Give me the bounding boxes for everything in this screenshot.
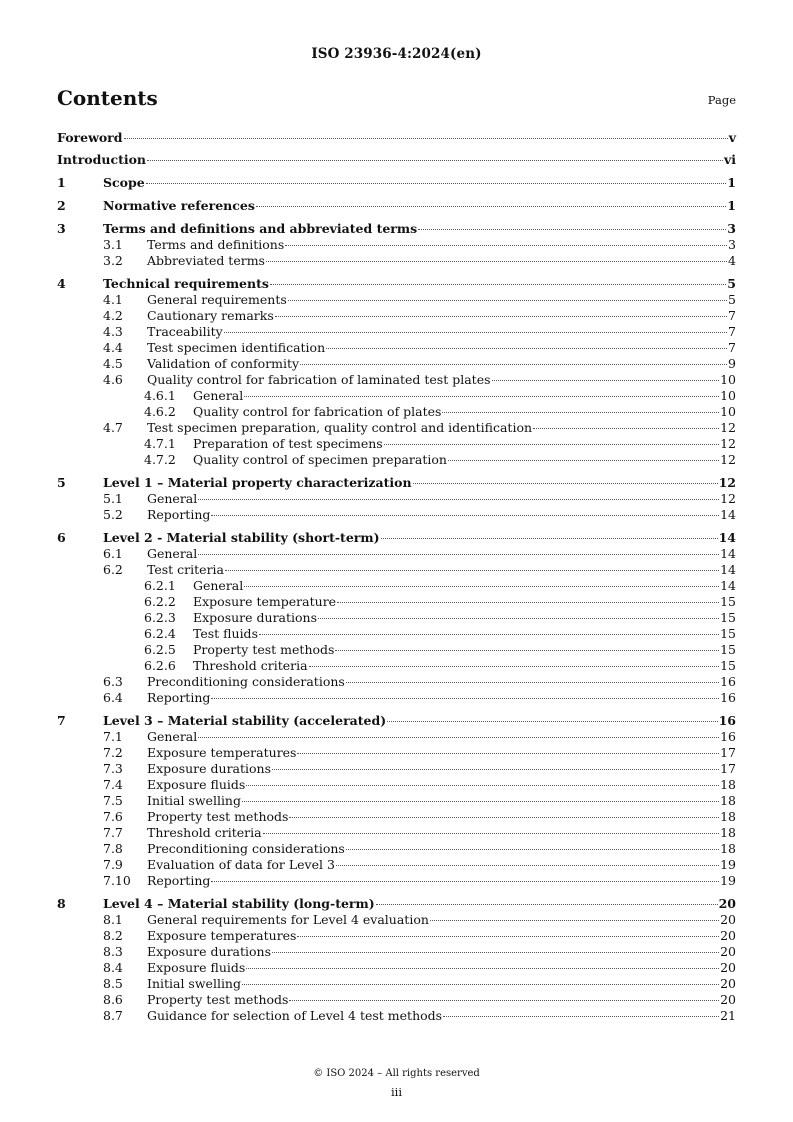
toc-entry-page: 1: [727, 175, 736, 191]
toc-entry-page: 12: [720, 420, 736, 436]
toc-entry-page: 16: [720, 729, 736, 745]
toc-entry-title: Test criteria: [147, 562, 224, 578]
dot-leader: [211, 881, 719, 882]
toc-entry[interactable]: [57, 674, 736, 690]
toc-entry-title: Exposure temperature: [193, 594, 337, 610]
toc-entry-page: 20: [720, 928, 736, 944]
dot-leader: [346, 849, 719, 850]
toc-entry-number: 4.3: [103, 324, 123, 340]
dot-leader: [198, 554, 719, 555]
toc-entry-page: 21: [720, 1008, 736, 1024]
toc-entry[interactable]: [57, 912, 736, 928]
toc-entry[interactable]: [57, 690, 736, 706]
toc-entry-title: Level 3 – Material stability (accelerated): [103, 713, 387, 729]
page-column-label: Page: [707, 93, 736, 107]
toc-entry[interactable]: [57, 388, 736, 404]
toc-entry[interactable]: [57, 152, 736, 168]
dot-leader: [272, 769, 719, 770]
toc-entry-page: 12: [720, 436, 736, 452]
toc-entry-title: Reporting: [147, 690, 211, 706]
toc-entry[interactable]: [57, 546, 736, 562]
toc-entry-page: 15: [720, 642, 736, 658]
toc-entry[interactable]: [57, 372, 736, 388]
toc-entry-page: 9: [728, 356, 736, 372]
toc-entry-title: Preparation of test specimens: [193, 436, 383, 452]
toc-entry-number: 4.6.1: [144, 388, 176, 404]
toc-entry[interactable]: [57, 491, 736, 507]
toc-entry-title: Level 4 – Material stability (long-term): [103, 896, 375, 912]
toc-entry[interactable]: [57, 198, 736, 214]
toc-entry-number: 6.3: [103, 674, 123, 690]
toc-entry-number: 7.2: [103, 745, 123, 761]
toc-entry-page: 14: [720, 546, 736, 562]
toc-entry-page: 14: [720, 578, 736, 594]
toc-entry-number: 5.1: [103, 491, 123, 507]
toc-entry-page: 17: [720, 761, 736, 777]
toc-entry-number: 4.4: [103, 340, 123, 356]
toc-entry-page: 3: [727, 221, 736, 237]
toc-entry-page: 10: [720, 404, 736, 420]
toc-entry-number: 7: [57, 713, 66, 729]
toc-entry[interactable]: [57, 976, 736, 992]
page-number: iii: [390, 1085, 403, 1099]
toc-entry-page: 18: [720, 777, 736, 793]
toc-entry[interactable]: [57, 562, 736, 578]
toc-entry-title: Test specimen preparation, quality control and identification: [147, 420, 533, 436]
dot-leader: [263, 833, 720, 834]
toc-entry-title: General requirements: [147, 292, 287, 308]
toc-entry-page: 5: [728, 292, 736, 308]
dot-leader: [198, 499, 719, 500]
toc-entry-page: 15: [720, 626, 736, 642]
toc-entry[interactable]: [57, 175, 736, 191]
toc-entry[interactable]: [57, 896, 736, 912]
toc-entry-page: vi: [723, 152, 736, 168]
toc-entry[interactable]: [57, 253, 736, 269]
toc-entry-title: Quality control for fabrication of plates: [193, 404, 442, 420]
toc-entry-title: Scope: [103, 175, 145, 191]
toc-entry-title: Validation of conformity: [147, 356, 300, 372]
toc-entry-number: 7.8: [103, 841, 123, 857]
toc-entry-title: Exposure durations: [193, 610, 318, 626]
dot-leader: [198, 737, 719, 738]
toc-entry-title: Test specimen identification: [147, 340, 326, 356]
toc-entry[interactable]: [57, 221, 736, 237]
toc-entry-title: Exposure fluids: [147, 960, 246, 976]
toc-entry-title: Traceability: [147, 324, 223, 340]
dot-leader: [381, 538, 718, 539]
toc-entry-number: 7.5: [103, 793, 123, 809]
toc-entry-title: Foreword: [57, 130, 123, 145]
toc-entry[interactable]: [57, 237, 736, 253]
toc-entry-number: 5.2: [103, 507, 123, 523]
toc-entry-title: Initial swelling: [147, 976, 241, 992]
toc-entry[interactable]: [57, 841, 736, 857]
toc-entry-number: 4.1: [103, 292, 123, 308]
toc-entry[interactable]: [57, 944, 736, 960]
toc-entry[interactable]: [57, 626, 736, 642]
toc-entry[interactable]: [57, 928, 736, 944]
dot-leader: [289, 1000, 719, 1001]
toc-entry[interactable]: [57, 713, 736, 729]
toc-entry-number: 6.2.5: [144, 642, 176, 658]
toc-entry-number: 4.7.1: [144, 436, 176, 452]
dot-leader: [337, 602, 719, 603]
dot-leader: [288, 300, 727, 301]
toc-entry-number: 8.3: [103, 944, 123, 960]
toc-entry[interactable]: [57, 420, 736, 436]
toc-entry[interactable]: [57, 992, 736, 1008]
copyright-footer: © ISO 2024 – All rights reserved: [313, 1068, 480, 1079]
dot-leader: [124, 138, 728, 139]
toc-entry-title: Abbreviated terms: [147, 253, 265, 269]
toc-entry-title: Property test methods: [147, 992, 289, 1008]
toc-entry-number: 4.6: [103, 372, 123, 388]
toc-entry-page: 17: [720, 745, 736, 761]
document-id-header: ISO 23936-4:2024(en): [311, 46, 482, 62]
toc-entry-title: Exposure temperatures: [147, 745, 297, 761]
toc-entry[interactable]: [57, 642, 736, 658]
toc-entry-title: Terms and definitions: [147, 237, 285, 253]
toc-entry-page: 20: [720, 944, 736, 960]
dot-leader: [270, 284, 726, 285]
toc-entry-number: 3.2: [103, 253, 123, 269]
toc-entry-title: General: [193, 388, 244, 404]
toc-entry-page: 20: [720, 976, 736, 992]
toc-entry-page: 12: [720, 452, 736, 468]
toc-entry[interactable]: [57, 308, 736, 324]
toc-entry-page: 16: [720, 674, 736, 690]
dot-leader: [533, 428, 719, 429]
dot-leader: [300, 364, 727, 365]
toc-entry-page: v: [728, 130, 736, 145]
toc-entry-page: 20: [720, 912, 736, 928]
dot-leader: [418, 229, 726, 230]
toc-entry-page: 16: [720, 690, 736, 706]
toc-entry-number: 7.10: [103, 873, 131, 889]
toc-entry-number: 6.2.2: [144, 594, 176, 610]
toc-entry[interactable]: [57, 745, 736, 761]
toc-entry-page: 18: [720, 841, 736, 857]
dot-leader: [244, 586, 719, 587]
dot-leader: [242, 984, 719, 985]
toc-entry-title: Level 1 – Material property characterization: [103, 475, 412, 491]
toc-entry-page: 7: [728, 324, 736, 340]
toc-entry-number: 3.1: [103, 237, 123, 253]
toc-entry-page: 12: [720, 491, 736, 507]
toc-entry[interactable]: [57, 960, 736, 976]
table-of-contents: [57, 130, 736, 1024]
dot-leader: [326, 348, 727, 349]
dot-leader: [384, 444, 719, 445]
toc-entry-number: 7.4: [103, 777, 123, 793]
toc-entry-page: 19: [720, 857, 736, 873]
toc-entry-page: 14: [718, 530, 736, 546]
toc-entry-page: 20: [718, 896, 736, 912]
toc-entry-title: Reporting: [147, 507, 211, 523]
toc-entry-title: Property test methods: [147, 809, 289, 825]
dot-leader: [413, 483, 718, 484]
toc-entry-title: Quality control of specimen preparation: [193, 452, 447, 468]
toc-entry-number: 7.7: [103, 825, 123, 841]
dot-leader: [246, 968, 719, 969]
toc-entry-number: 8.5: [103, 976, 123, 992]
toc-entry[interactable]: [57, 594, 736, 610]
dot-leader: [256, 206, 726, 207]
toc-entry-page: 20: [720, 960, 736, 976]
toc-entry-title: Normative references: [103, 198, 255, 214]
toc-entry-page: 14: [720, 562, 736, 578]
toc-entry-page: 5: [727, 276, 736, 292]
toc-entry-number: 8.6: [103, 992, 123, 1008]
toc-entry-number: 8.1: [103, 912, 123, 928]
toc-entry[interactable]: [57, 873, 736, 889]
toc-entry-title: General: [147, 729, 198, 745]
toc-entry-number: 8.7: [103, 1008, 123, 1024]
toc-entry-title: Level 2 - Material stability (short-term): [103, 530, 380, 546]
toc-entry-page: 7: [728, 308, 736, 324]
toc-entry-title: General requirements for Level 4 evaluation: [147, 912, 429, 928]
toc-entry-page: 10: [720, 372, 736, 388]
dot-leader: [387, 721, 717, 722]
toc-entry-title: Guidance for selection of Level 4 test methods: [147, 1008, 443, 1024]
toc-entry[interactable]: [57, 857, 736, 873]
toc-entry-page: 3: [728, 237, 736, 253]
toc-entry-number: 6.2.3: [144, 610, 176, 626]
toc-entry-title: Exposure fluids: [147, 777, 246, 793]
toc-entry-number: 6.4: [103, 690, 123, 706]
toc-entry-page: 10: [720, 388, 736, 404]
toc-entry[interactable]: [57, 729, 736, 745]
dot-leader: [224, 332, 727, 333]
toc-entry-number: 4.7.2: [144, 452, 176, 468]
toc-entry-number: 5: [57, 475, 66, 491]
toc-entry[interactable]: [57, 658, 736, 674]
toc-entry-number: 4.2: [103, 308, 123, 324]
toc-entry[interactable]: [57, 276, 736, 292]
toc-entry[interactable]: [57, 130, 736, 146]
toc-entry-page: 15: [720, 658, 736, 674]
toc-entry[interactable]: [57, 452, 736, 468]
toc-entry[interactable]: [57, 578, 736, 594]
toc-entry-number: 6.1: [103, 546, 123, 562]
toc-entry-page: 18: [720, 793, 736, 809]
toc-entry-number: 7.9: [103, 857, 123, 873]
toc-entry[interactable]: [57, 1008, 736, 1024]
toc-entry-page: 18: [720, 825, 736, 841]
toc-entry-title: Technical requirements: [103, 276, 269, 292]
dot-leader: [318, 618, 719, 619]
toc-entry-page: 12: [718, 475, 736, 491]
toc-entry-page: 14: [720, 507, 736, 523]
toc-entry-number: 3: [57, 221, 66, 237]
toc-entry-page: 18: [720, 809, 736, 825]
dot-leader: [335, 650, 719, 651]
toc-entry-title: Cautionary remarks: [147, 308, 274, 324]
toc-entry[interactable]: [57, 475, 736, 491]
toc-entry[interactable]: [57, 610, 736, 626]
toc-entry-number: 2: [57, 198, 66, 214]
toc-entry-title: Exposure durations: [147, 944, 272, 960]
dot-leader: [211, 698, 719, 699]
dot-leader: [443, 1016, 719, 1017]
toc-entry-number: 1: [57, 175, 66, 191]
dot-leader: [225, 570, 719, 571]
toc-entry-title: Quality control for fabrication of laminated test plates: [147, 372, 491, 388]
toc-entry-title: Property test methods: [193, 642, 335, 658]
toc-entry-number: 6.2.1: [144, 578, 176, 594]
toc-entry-number: 6.2.6: [144, 658, 176, 674]
toc-entry[interactable]: [57, 761, 736, 777]
toc-entry-page: 15: [720, 610, 736, 626]
dot-leader: [492, 380, 720, 381]
toc-entry-title: General: [193, 578, 244, 594]
toc-entry-page: 7: [728, 340, 736, 356]
dot-leader: [246, 785, 719, 786]
toc-entry-number: 8: [57, 896, 66, 912]
toc-entry-title: Introduction: [57, 152, 147, 168]
toc-entry-number: 4.6.2: [144, 404, 176, 420]
toc-entry-title: Terms and definitions and abbreviated terms: [103, 221, 418, 237]
toc-entry[interactable]: [57, 825, 736, 841]
toc-entry[interactable]: [57, 292, 736, 308]
dot-leader: [442, 412, 719, 413]
toc-entry-number: 6.2: [103, 562, 123, 578]
toc-entry-page: 4: [728, 253, 736, 269]
toc-entry-title: Threshold criteria: [147, 825, 262, 841]
toc-entry[interactable]: [57, 404, 736, 420]
dot-leader: [272, 952, 719, 953]
dot-leader: [309, 666, 720, 667]
toc-entry-page: 1: [727, 198, 736, 214]
toc-entry[interactable]: [57, 356, 736, 372]
toc-entry-title: Initial swelling: [147, 793, 241, 809]
toc-entry[interactable]: [57, 793, 736, 809]
toc-entry-number: 7.3: [103, 761, 123, 777]
dot-leader: [297, 936, 719, 937]
dot-leader: [275, 316, 727, 317]
toc-entry[interactable]: [57, 777, 736, 793]
toc-entry-page: 19: [720, 873, 736, 889]
toc-entry-title: Preconditioning considerations: [147, 841, 345, 857]
contents-title: Contents: [57, 86, 158, 110]
toc-entry-title: Threshold criteria: [193, 658, 308, 674]
dot-leader: [448, 460, 719, 461]
toc-entry[interactable]: [57, 507, 736, 523]
toc-entry-page: 15: [720, 594, 736, 610]
dot-leader: [266, 261, 727, 262]
dot-leader: [376, 904, 718, 905]
toc-entry-number: 7.1: [103, 729, 123, 745]
dot-leader: [146, 183, 727, 184]
toc-entry-title: Exposure durations: [147, 761, 272, 777]
dot-leader: [285, 245, 727, 246]
toc-entry-title: Exposure temperatures: [147, 928, 297, 944]
toc-entry-title: Reporting: [147, 873, 211, 889]
toc-entry[interactable]: [57, 530, 736, 546]
toc-entry-title: General: [147, 491, 198, 507]
toc-entry-number: 4: [57, 276, 66, 292]
toc-entry[interactable]: [57, 340, 736, 356]
toc-entry-number: 6.2.4: [144, 626, 176, 642]
toc-entry-title: Evaluation of data for Level 3: [147, 857, 335, 873]
dot-leader: [242, 801, 719, 802]
toc-entry-number: 4.5: [103, 356, 123, 372]
dot-leader: [147, 160, 723, 161]
toc-entry-page: 16: [718, 713, 736, 729]
dot-leader: [259, 634, 719, 635]
toc-entry-number: 8.4: [103, 960, 123, 976]
toc-entry-number: 6: [57, 530, 66, 546]
toc-entry-title: Test fluids: [193, 626, 258, 642]
toc-entry-number: 7.6: [103, 809, 123, 825]
toc-entry[interactable]: [57, 436, 736, 452]
dot-leader: [211, 515, 719, 516]
toc-entry-title: General: [147, 546, 198, 562]
dot-leader: [289, 817, 719, 818]
toc-entry-number: 4.7: [103, 420, 123, 436]
dot-leader: [244, 396, 719, 397]
toc-entry[interactable]: [57, 809, 736, 825]
dot-leader: [336, 865, 719, 866]
toc-entry[interactable]: [57, 324, 736, 340]
toc-entry-number: 8.2: [103, 928, 123, 944]
dot-leader: [297, 753, 719, 754]
toc-entry-page: 20: [720, 992, 736, 1008]
dot-leader: [346, 682, 719, 683]
toc-entry-title: Preconditioning considerations: [147, 674, 345, 690]
dot-leader: [430, 920, 719, 921]
